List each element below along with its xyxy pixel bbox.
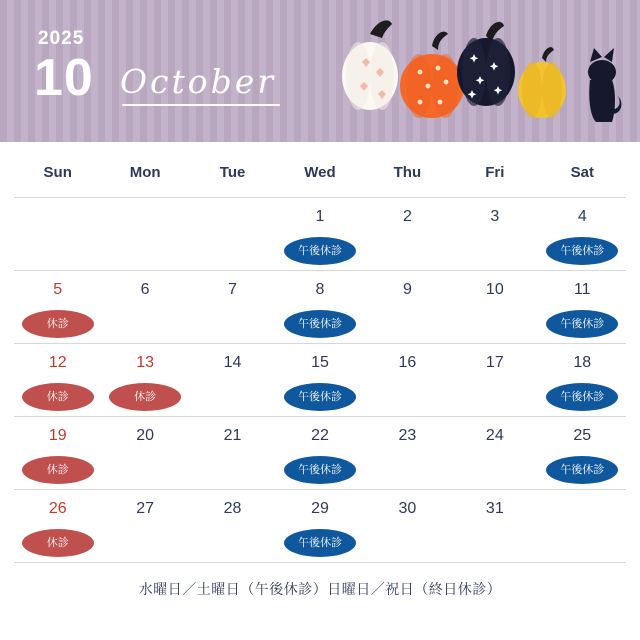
day-number: 28 [223,500,242,517]
calendar-empty-cell [14,198,101,271]
day-number: 13 [136,354,155,371]
day-number: 24 [485,427,504,444]
day-badge-slot [276,234,363,268]
calendar-day-cell[interactable] [451,271,538,344]
day-number: 27 [136,500,155,517]
day-badge-slot [539,526,626,560]
month-name-underline [122,104,280,106]
calendar-day-cell[interactable] [14,417,101,490]
afternoon-closed-badge: 午後休診 [546,456,618,484]
afternoon-closed-badge: 午後休診 [546,383,618,411]
calendar-day-cell[interactable] [539,344,626,417]
weekday-tue: Tue [189,142,276,198]
day-number: 3 [490,208,500,225]
afternoon-closed-badge: 午後休診 [284,383,356,411]
calendar-week-row [14,271,626,344]
day-badge-slot [451,307,538,341]
day-number: 19 [48,427,67,444]
day-number: 25 [573,427,592,444]
day-badge-slot [539,307,626,341]
calendar-day-cell[interactable] [14,490,101,563]
day-badge-slot [189,526,276,560]
day-number: 26 [48,500,67,517]
day-number [189,198,276,230]
day-number: 11 [573,281,591,298]
yellow-pumpkin-icon [518,47,566,118]
halloween-illustration [334,10,624,135]
day-number: 29 [311,500,329,517]
calendar-day-cell[interactable] [364,198,451,271]
day-badge-slot [101,380,188,414]
day-badge-slot [364,234,451,268]
calendar-day-cell[interactable] [276,490,363,563]
legend-note: 水曜日／土曜日（午後休診）日曜日／祝日（終日休診） [138,581,502,597]
day-badge-slot [189,380,276,414]
day-number: 14 [223,354,242,371]
calendar-day-cell[interactable] [451,198,538,271]
day-badge-slot [101,453,188,487]
afternoon-closed-badge: 午後休診 [284,529,356,557]
day-number: 17 [485,354,504,371]
calendar-week-row [14,417,626,490]
afternoon-closed-badge: 午後休診 [284,456,356,484]
month-name-label: October [120,62,277,101]
day-number: 21 [223,427,242,444]
day-badge-slot [14,307,101,341]
day-badge-slot [14,526,101,560]
day-badge-slot [451,453,538,487]
calendar-day-cell[interactable] [451,417,538,490]
day-number: 5 [53,281,63,298]
day-number: 9 [402,281,412,298]
calendar-day-cell[interactable] [189,344,276,417]
afternoon-closed-badge: 午後休診 [284,237,356,265]
month-number-label: 10 [34,49,94,107]
calendar-day-cell[interactable] [276,198,363,271]
day-number: 6 [140,281,150,298]
day-number: 18 [573,354,592,371]
calendar-week-row [14,344,626,417]
day-badge-slot [364,307,451,341]
day-number [539,490,626,522]
black-cat-icon [588,48,621,122]
day-badge-slot [451,380,538,414]
calendar-empty-cell [189,198,276,271]
calendar-day-cell[interactable] [364,271,451,344]
day-number: 22 [311,427,329,444]
calendar-day-cell[interactable] [276,344,363,417]
day-badge-slot [364,380,451,414]
day-badge-slot [276,526,363,560]
weekday-sat: Sat [539,142,626,198]
calendar-empty-cell [101,198,188,271]
afternoon-closed-badge: 午後休診 [546,237,618,265]
calendar-day-cell[interactable] [539,271,626,344]
day-number: 15 [311,354,329,371]
afternoon-closed-badge: 午後休診 [284,310,356,338]
calendar-week-row [14,490,626,563]
calendar-day-cell[interactable] [189,490,276,563]
day-badge-slot [101,526,188,560]
day-number: 16 [398,354,417,371]
weekday-wed: Wed [276,142,363,198]
day-badge-slot [364,526,451,560]
day-badge-slot [14,453,101,487]
day-badge-slot [276,307,363,341]
day-number: 1 [315,208,325,225]
calendar-day-cell[interactable] [364,344,451,417]
day-number: 4 [577,208,587,225]
calendar-day-cell[interactable] [364,490,451,563]
calendar-day-cell[interactable] [189,271,276,344]
weekday-sun: Sun [14,142,101,198]
day-badge-slot [14,380,101,414]
orange-pumpkin-icon [400,32,464,118]
weekday-header-row [14,142,626,198]
calendar-rows [14,198,626,563]
calendar-day-cell[interactable] [276,271,363,344]
day-badge-slot [276,380,363,414]
calendar-empty-cell [539,490,626,563]
calendar-day-cell[interactable] [101,271,188,344]
day-number: 8 [315,281,325,298]
day-badge-slot [539,380,626,414]
white-pumpkin-icon [342,20,398,110]
day-badge-slot [451,526,538,560]
day-badge-slot [101,307,188,341]
day-number: 23 [398,427,417,444]
calendar-day-cell[interactable] [101,344,188,417]
day-badge-slot [101,234,188,268]
day-badge-slot [364,453,451,487]
day-number: 12 [48,354,67,371]
weekday-mon: Mon [101,142,188,198]
calendar-header [0,0,640,142]
day-badge-slot [189,234,276,268]
calendar-day-cell[interactable] [101,490,188,563]
day-number: 2 [402,208,412,225]
closed-badge: 休診 [109,383,181,411]
calendar-day-cell[interactable] [539,417,626,490]
black-pumpkin-icon [457,22,515,106]
afternoon-closed-badge: 午後休診 [546,310,618,338]
weekday-fri: Fri [451,142,538,198]
closed-badge: 休診 [22,456,94,484]
day-badge-slot [14,234,101,268]
calendar-day-cell[interactable] [14,271,101,344]
day-number: 20 [136,427,155,444]
day-number: 10 [485,281,504,298]
calendar-day-cell[interactable] [276,417,363,490]
calendar-table [14,142,626,563]
calendar-day-cell[interactable] [189,417,276,490]
calendar-body [0,142,640,599]
calendar-day-cell[interactable] [451,344,538,417]
day-badge-slot [539,234,626,268]
weekday-thu: Thu [364,142,451,198]
calendar-day-cell[interactable] [539,198,626,271]
calendar-day-cell[interactable] [101,417,188,490]
closed-badge: 休診 [22,310,94,338]
day-badge-slot [276,453,363,487]
calendar-week-row [14,198,626,271]
year-label: 2025 [38,28,85,49]
day-number: 31 [485,500,504,517]
day-number: 30 [398,500,417,517]
day-number [101,198,188,230]
closed-badge: 休診 [22,529,94,557]
day-number: 7 [228,281,237,298]
closed-badge: 休診 [22,383,94,411]
day-badge-slot [189,307,276,341]
day-badge-slot [539,453,626,487]
calendar-day-cell[interactable] [451,490,538,563]
day-badge-slot [189,453,276,487]
day-badge-slot [451,234,538,268]
calendar-day-cell[interactable] [14,344,101,417]
day-number [14,198,101,230]
calendar-day-cell[interactable] [364,417,451,490]
